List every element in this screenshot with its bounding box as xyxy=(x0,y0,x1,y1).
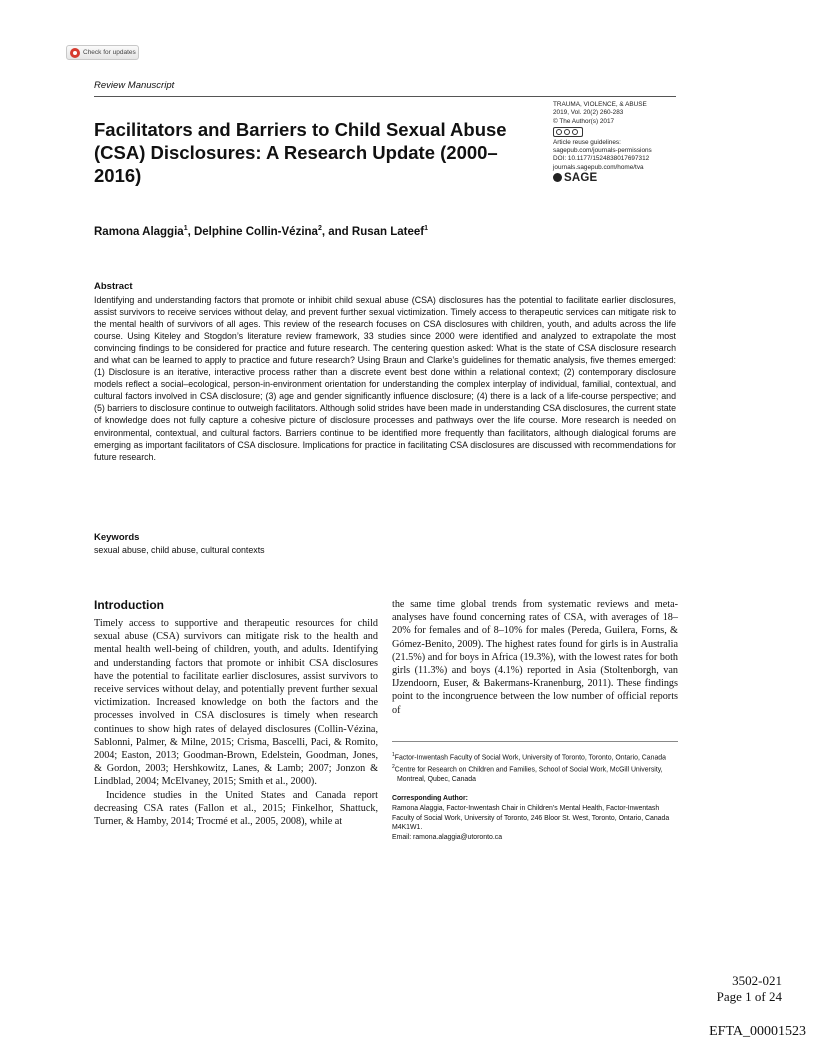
body-column-left xyxy=(94,617,378,828)
abstract-heading: Abstract xyxy=(94,281,133,292)
footnote-1: $^1$Factor-Inwentash Faculty of Social Work, University of Toronto, Toronto, Ontario, Canada xyxy=(392,752,666,762)
section-label: Review Manuscript xyxy=(94,80,175,91)
creative-commons-icon xyxy=(553,127,583,137)
abstract-text: Identifying and understanding factors that promote or inhibit child sexual abuse (CSA) disclosures has the potential to facilitate earlier disclosures, assist survivors to receive services without delay, and prevent further sexual victimization. Timely access to therapeutic services can mitigate risk to the mental health of survivors of all ages. This review of the research focuses on CSA disclosures with children, youth, and adults across the life course. Using Kiteley and Stogdon’s literature review framework, 33 studies since 2000 were identified and analyzed to extrapolate the most convincing findings to be considered for practice and future research. The centering question asked: What is the state of CSA disclosure research and what can be learned to apply to practice and future research? Using Braun and Clarke’s guidelines for thematic analysis, five themes emerged: (1) Disclosure is an iterative, interactive process rather than a discrete event best done within a relational context; (2) contemporary disclosure models reflect a social–ecological, person-in-environment orientation for understanding the complex interplay of individual, familial, contextual, and cultural factors involved in CSA disclosure; (3) age and gender significantly influence disclosure; (4) there is a lack of a life-course perspective; and (5) barriers to disclosure continue to outweigh facilitators. Although solid strides have been made in understanding CSA disclosures, the current state of knowledge does not fully capture a cohesive picture of disclosure processes and pathways over the life course. More research is needed on environmental, contextual, and cultural factors. Barriers continue to be identified more frequently than facilitators, although dialogical forums are emerging as important facilitators of CSA disclosure. Implications for practice in facilitating CSA disclosures are discussed with recommendations for future research. xyxy=(94,295,676,462)
journal-name: TRAUMA, VIOLENCE, & ABUSE xyxy=(553,101,647,108)
header-rule xyxy=(94,96,676,97)
document-id: 3502-021 xyxy=(732,973,782,988)
keywords-text: sexual abuse, child abuse, cultural contexts xyxy=(94,545,265,555)
journal-info xyxy=(553,101,688,182)
doi[interactable]: DOI: 10.1177/1524838017697312 xyxy=(553,155,650,163)
introduction-heading: Introduction xyxy=(94,598,164,612)
check-for-updates-icon xyxy=(70,48,80,58)
author-name: Delphine Collin-Vézina xyxy=(193,225,318,238)
page-number: Page 1 of 24 xyxy=(716,989,782,1004)
check-for-updates-label: Check for updates xyxy=(83,49,136,56)
check-for-updates-badge[interactable] xyxy=(66,45,139,60)
body-paragraph: Timely access to supportive and therapeutic resources for child sexual abuse (CSA) survivors can mitigate risk to the health and mental health well-being of children, youth, and adults. Identifying and understanding factors that promote or inhibit CSA disclosures have the potential to facilitate earlier disclosures, assist survivors to receive services without delay, and potentially prevent further sexual victimization. Increased knowledge on both the factors and the processes involved in CSA disclosures is timely when research continues to show high rates of delayed disclosures (Collin-Vézina, Sablonni, Palmer, & Milne, 2015; Crisma, Bascelli, Paci, & Romito, 2004; Easton, 2013; Goodman-Brown, Edelstein, Goodman, Jones, & Gordon, 2003; Hershkowitz, Lanes, & Lamb; 2007; Jonzon & Lindblad, 2004; McElvaney, 2015; Smith et al., 2000). xyxy=(94,618,378,788)
body-paragraph: the same time global trends from systematic reviews and meta-analyses have found concerning rates of CSA, with averages of 18–20% for females and of 8–10% for males (Pereda, Guilera, Forns, & Gómez-Benito, 2009). The highest rates found for girls is in Australia (21.5%) and for boys in Africa (19.3%), with the lowest rates for both girls (11.3%) and boys (4.1%) reported in Asia (Stoltenborgh, van IJzendoorn, Euser, & Bakermans-Kranenburg, 2011). These findings point to the incongruence between the low number of official reports of xyxy=(392,599,678,716)
page-stamp xyxy=(717,973,782,1005)
footnotes xyxy=(392,751,682,842)
keywords-heading: Keywords xyxy=(94,532,140,543)
corresponding-author-heading: Corresponding Author: xyxy=(392,795,468,803)
author-name: Rusan Lateef xyxy=(351,225,425,238)
body-column-right xyxy=(392,598,678,717)
permissions-link[interactable]: sagepub.com/journals-permissions xyxy=(553,147,652,155)
footnote-2: $^2$Centre for Research on Children and Families, School of Social Work, McGill University, Montreal, Qubec, Canada xyxy=(392,763,663,783)
author-list: Ramona Alaggia$^1$, Delphine Collin-Vézina$^2$, and Rusan Lateef$^1$ xyxy=(94,225,429,238)
body-paragraph: Incidence studies in the United States and Canada report decreasing CSA rates (Fallon et al., 2015; Finkelhor, Shattuck, Turner, & Hamby, 2014; Trocmé et al., 2005, 2008), while at xyxy=(94,789,378,828)
journal-home-link[interactable]: journals.sagepub.com/home/tva xyxy=(553,163,644,171)
corresponding-author-email[interactable]: Email: ramona.alaggia@utoronto.ca xyxy=(392,833,503,841)
publisher-name: SAGE xyxy=(564,171,598,184)
author-affiliation: 2 xyxy=(317,225,322,232)
article-title: Facilitators and Barriers to Child Sexual Abuse (CSA) Disclosures: A Research Update (2000–2016) xyxy=(94,119,507,186)
journal-copyright: © The Author(s) 2017 xyxy=(553,117,615,125)
corresponding-author-text: Ramona Alaggia, Factor-Inwentash Chair in Children’s Mental Health, Factor-Inwentash Faculty of Social Work, University of Toronto, 246 Bloor St. West, Toronto, Ontario, Canada M4K1W1. xyxy=(392,804,670,832)
publisher-logo xyxy=(553,173,688,182)
footnote-rule xyxy=(392,741,678,742)
author-affiliation: 1 xyxy=(424,225,429,232)
efta-id: EFTA_00001523 xyxy=(709,1024,806,1039)
reuse-guidelines: Article reuse guidelines: xyxy=(553,138,621,146)
sage-logo-icon xyxy=(553,173,562,182)
author-affiliation: 1 xyxy=(183,225,188,232)
journal-volume: 2019, Vol. 20(2) 260-283 xyxy=(553,109,624,117)
author-name: Ramona Alaggia xyxy=(94,225,184,238)
